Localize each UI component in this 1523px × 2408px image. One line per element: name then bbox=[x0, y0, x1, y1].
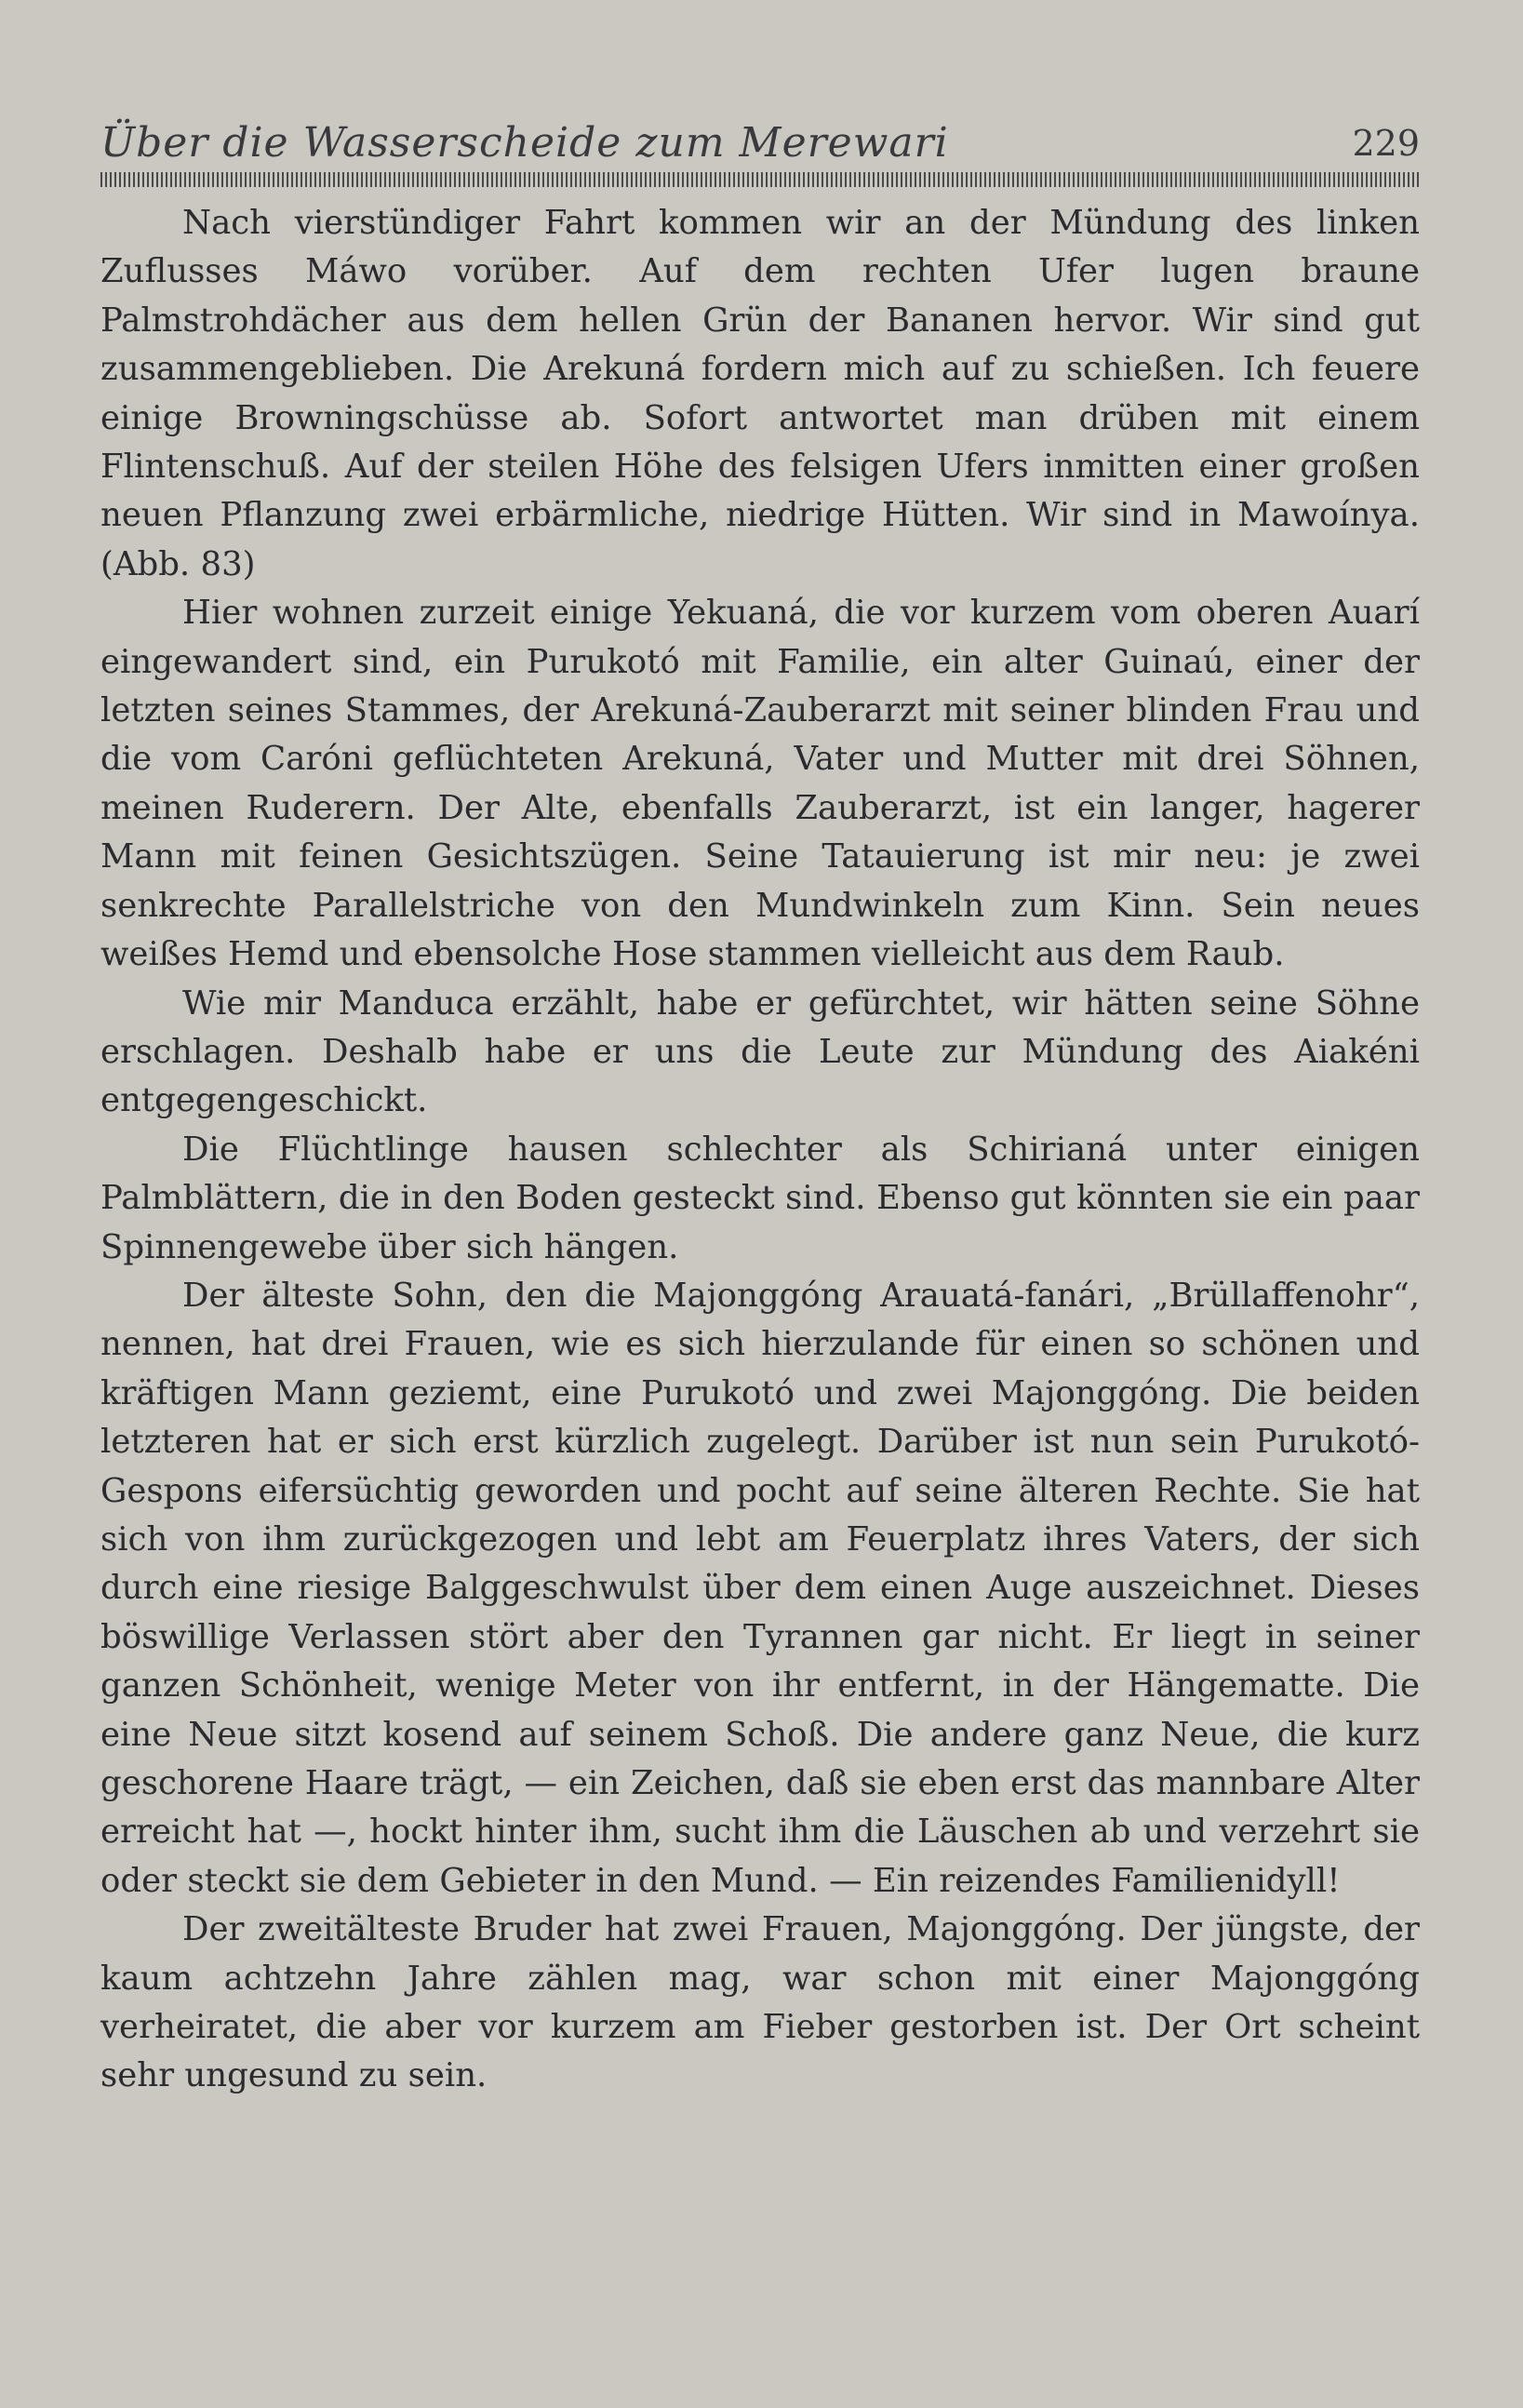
running-head bbox=[100, 119, 1420, 173]
paragraph: Der älteste Sohn, den die Majonggóng Arauatá-fanári, „Brüllaffenohr“, nennen, hat drei Frauen, wie es sich hierzulande für einen so schönen und kräftigen Mann geziemt, eine Purukotó und zwei Majonggóng. Die beiden letzteren hat er sich erst kürzlich zugelegt. Darüber ist nun sein Purukotó-Gespons eifersüchtig geworden und pocht auf seine älteren Rechte. Sie hat sich von ihm zurückgezogen und lebt am Feuerplatz ihres Vaters, der sich durch eine riesige Balggeschwulst über dem einen Auge auszeichnet. Dieses böswillige Verlassen stört aber den Tyrannen gar nicht. Er liegt in seiner ganzen Schönheit, wenige Meter von ihr entfernt, in der Hängematte. Die eine Neue sitzt kosend auf seinem Schoß. Die andere ganz Neue, die kurz geschorene Haare trägt, — ein Zeichen, daß sie eben erst das mannbare Alter erreicht hat —, hockt hinter ihm, sucht ihm die Läuschen ab und verzehrt sie oder steckt sie dem Gebieter in den Mund. — Ein reizendes Familienidyll! bbox=[100, 1276, 1420, 1900]
running-title: Über die Wasserscheide zum Merewari bbox=[100, 119, 949, 167]
paragraph: Der zweitälteste Bruder hat zwei Frauen, Majonggóng. Der jüngste, der kaum achtzehn Jahre zählen mag, war schon mit einer Majonggóng verheiratet, die aber vor kurzem am Fieber gestorben ist. Der Ort scheint sehr ungesund zu sein. bbox=[100, 1910, 1420, 2095]
paragraph: Wie mir Manduca erzählt, habe er gefürchtet, wir hätten seine Söhne erschlagen. Deshalb habe er uns die Leute zur Mündung des Aiakéni entgegengeschickt. bbox=[100, 983, 1420, 1120]
body-text bbox=[100, 199, 1420, 2101]
header-rule bbox=[100, 172, 1420, 187]
paragraph: Hier wohnen zurzeit einige Yekuaná, die vor kurzem vom oberen Auarí eingewandert sind, ein Purukotó mit Familie, ein alter Guinaú, einer der letzten seines Stammes, der Arekuná-Zauberarzt mit seiner blinden Frau und die vom Caróni geflüchteten Arekuná, Vater und Mutter mit drei Söhnen, meinen Ruderern. Der Alte, ebenfalls Zauberarzt, ist ein langer, hagerer Mann mit feinen Gesichtszügen. Seine Tatauierung ist mir neu: je zwei senkrechte Parallelstriche von den Mundwinkeln zum Kinn. Sein neues weißes Hemd und ebensolche Hose stammen vielleicht aus dem Raub. bbox=[100, 594, 1420, 974]
paragraph: Nach vierstündiger Fahrt kommen wir an der Mündung des linken Zuflusses Máwo vorüber. Auf dem rechten Ufer lugen braune Palmstrohdächer aus dem hellen Grün der Bananen hervor. Wir sind gut zusammengeblieben. Die Arekuná fordern mich auf zu schießen. Ich feuere einige Browningschüsse ab. Sofort antwortet man drüben mit einem Flintenschuß. Auf der steilen Höhe des felsigen Ufers inmitten einer großen neuen Pflanzung zwei erbärmliche, niedrige Hütten. Wir sind in Mawoínya. (Abb. 83) bbox=[100, 204, 1420, 583]
paragraph: Die Flüchtlinge hausen schlechter als Schirianá unter einigen Palmblättern, die in den Boden gesteckt sind. Ebenso gut könnten sie ein paar Spinnengewebe über sich hängen. bbox=[100, 1130, 1420, 1266]
page-number: 229 bbox=[1352, 123, 1420, 164]
